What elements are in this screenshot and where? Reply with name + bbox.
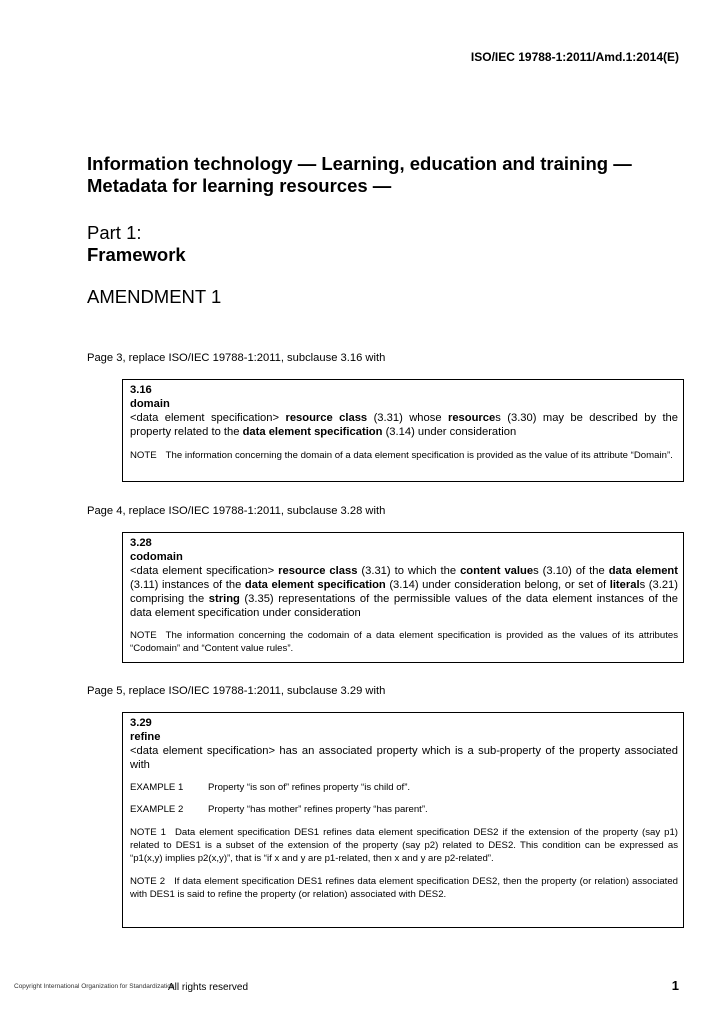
clause-number: 3.28 xyxy=(130,537,152,549)
document-title xyxy=(87,153,687,197)
part-heading xyxy=(87,222,186,266)
instruction-3-16: Page 3, replace ISO/IEC 19788-1:2011, subclause 3.16 with xyxy=(87,352,386,364)
document-id: ISO/IEC 19788-1:2011/Amd.1:2014(E) xyxy=(470,50,679,64)
term: codomain xyxy=(130,551,183,563)
definition: <data element specification> has an associated property which is a sub-property of the property associated with xyxy=(130,745,678,771)
definition: <data element specification> resource class (3.31) to which the content values (3.10) of the data element (3.11) instances of the data element specification (3.14) under consideration belong, or set of literals (3.21) comprising the string (3.35) representations of the permissible values of the data element instances of the data element specification under consideration xyxy=(130,565,678,619)
definition-box-3-29 xyxy=(122,712,684,928)
part-title: Framework xyxy=(87,244,186,265)
page-number: 1 xyxy=(671,978,679,993)
clause-number: 3.29 xyxy=(130,717,152,729)
term: refine xyxy=(130,731,161,743)
amendment-heading: AMENDMENT 1 xyxy=(87,286,222,307)
example-2: EXAMPLE 2 Property “has mother” refines property “has parent”. xyxy=(130,804,428,815)
note: NOTE The information concerning the domain of a data element specification is provided as the value of its attribute “Domain”. xyxy=(130,450,673,461)
part-label: Part 1: xyxy=(87,222,142,243)
definition: <data element specification> resource class (3.31) whose resources (3.30) may be described by the property related to the data element specification (3.14) under consideration xyxy=(130,412,679,438)
note-1: NOTE 1 Data element specification DES1 refines data element specification DES2 if the extension of the property (say p1) related to DES1 is a subset of the extension of the property (say p2) related to DES2. This condition can be expressed as “p1(x,y) implies p2(x,y)”, that is “if x and y are p1-related, then x and y are p2-related”. xyxy=(130,827,679,864)
note: NOTE The information concerning the codomain of a data element specification is provided as the values of its attributes “Codomain” and “Content value rules”. xyxy=(130,630,678,654)
definition-box-3-28 xyxy=(122,532,684,663)
title-line-1: Information technology — Learning, education and training — xyxy=(87,153,632,174)
footer-copyright: Copyright International Organization for Standardization xyxy=(14,983,175,990)
instruction-3-28: Page 4, replace ISO/IEC 19788-1:2011, subclause 3.28 with xyxy=(87,505,386,517)
term: domain xyxy=(130,398,170,410)
instruction-3-29: Page 5, replace ISO/IEC 19788-1:2011, subclause 3.29 with xyxy=(87,685,386,697)
clause-number: 3.16 xyxy=(130,384,152,396)
title-line-2: Metadata for learning resources — xyxy=(87,175,392,196)
example-1: EXAMPLE 1 Property “is son of” refines property “is child of”. xyxy=(130,782,411,793)
footer-rights: All rights reserved xyxy=(168,982,249,993)
note-2: NOTE 2 If data element specification DES1 refines data element specification DES2, then the property (or relation) associated with DES1 is said to refine the property (or relation) associated with DES2. xyxy=(130,876,678,900)
definition-box-3-16 xyxy=(122,379,684,482)
